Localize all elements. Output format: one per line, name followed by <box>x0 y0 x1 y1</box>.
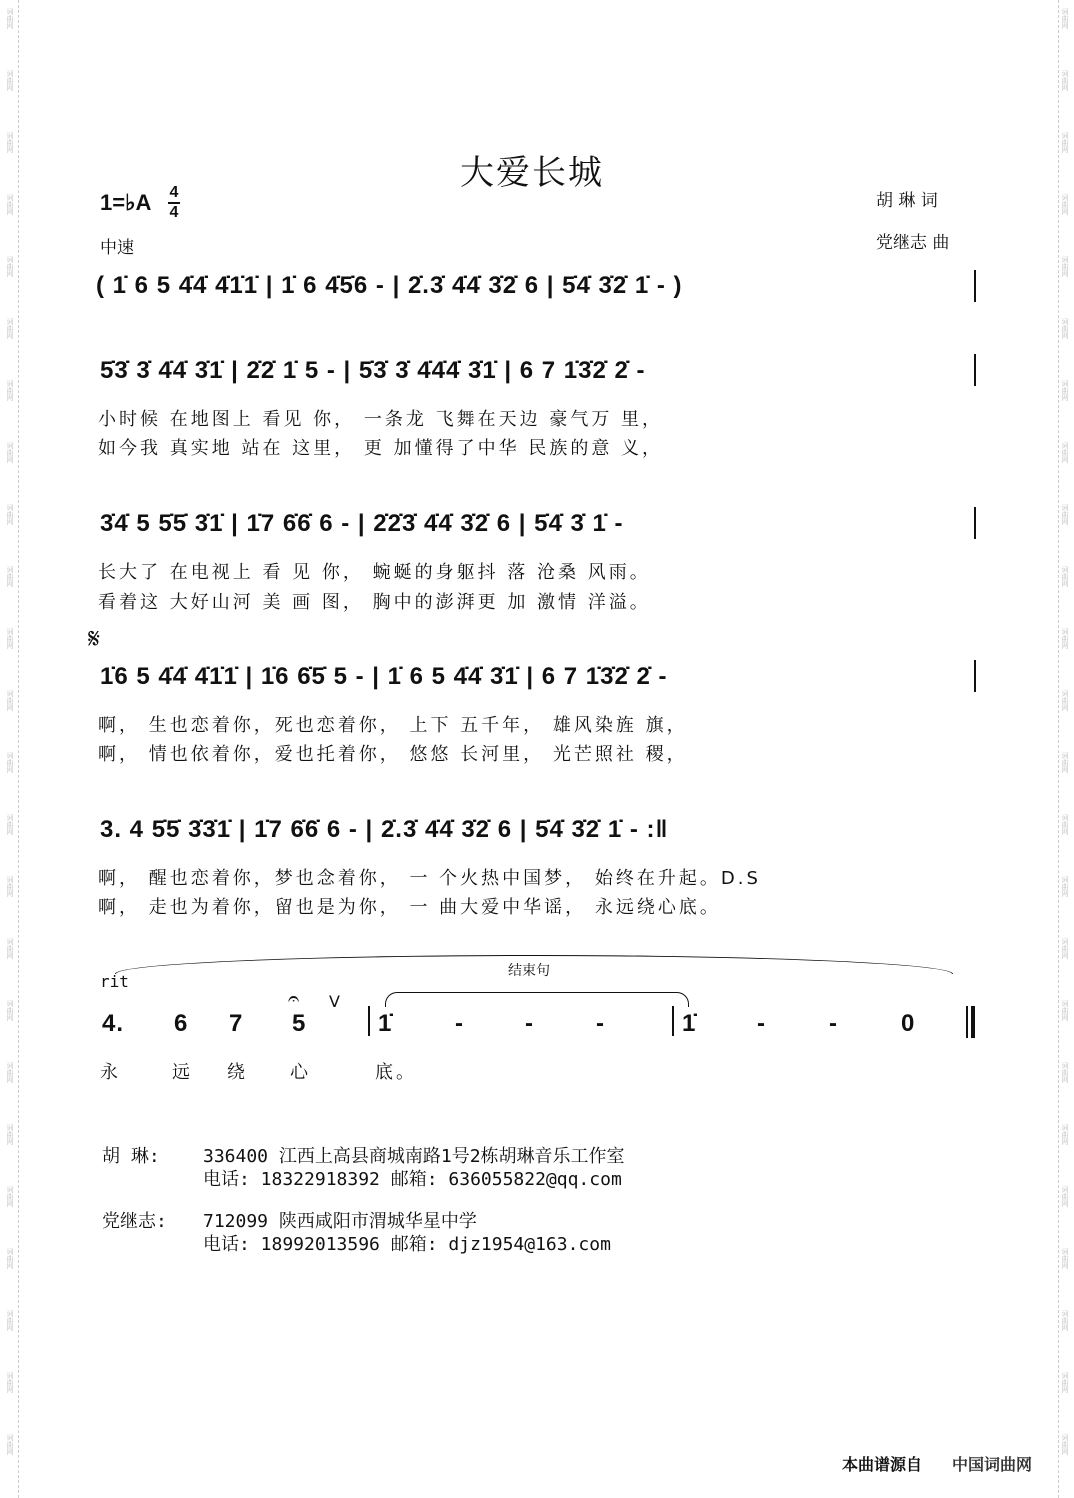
contact-lyricist-address: 336400 江西上高县商城南路1号2栋胡琳音乐工作室 <box>203 1146 625 1167</box>
ending-lyric-3: 绕 <box>227 1062 248 1083</box>
ending-dash-2: - <box>525 1010 534 1037</box>
fermata-icon: 𝄐 <box>288 986 300 1010</box>
edge-watermark: 词曲网 <box>1061 70 1069 91</box>
edge-watermark: 词曲网 <box>6 1310 14 1331</box>
edge-watermark: 词曲网 <box>6 380 14 401</box>
edge-watermark: 词曲网 <box>1061 1062 1069 1083</box>
barline <box>974 354 976 386</box>
barline <box>974 507 976 539</box>
contact-composer-phone-email: 电话: 18992013596 邮箱: djz1954@163.com <box>203 1234 611 1255</box>
time-signature: 4 4 <box>169 184 179 221</box>
key-signature: 1=♭A <box>100 190 152 215</box>
edge-watermark: 词曲网 <box>6 1186 14 1207</box>
ending-bracket <box>385 992 689 1007</box>
lyricist-credit: 胡 琳 词 <box>876 191 938 211</box>
notation-row-2: 5̇3̇ 3̇ 4̇4̇ 3̇1̇ | 2̇2̇ 1̇ 5 - | 5̇3̇ 3̇ 4̇4̇4̇ 3̇1̇ | 6 7 1̇3̇2̇ 2̇ - <box>100 357 646 384</box>
ending-note-6: 1̇ <box>682 1010 697 1037</box>
lyric-row-3-verse-1: 长大了 在电视上 看 见 你， 蜿蜒的身躯抖 落 沧桑 风雨。 <box>98 562 651 583</box>
edge-watermark: 词曲网 <box>6 814 14 835</box>
edge-watermark: 词曲网 <box>1061 504 1069 525</box>
edge-watermark: 词曲网 <box>1061 1310 1069 1331</box>
lyric-row-2-verse-1: 小时候 在地图上 看见 你， 一条龙 飞舞在天边 豪气万 里， <box>98 409 664 430</box>
ending-dash-3: - <box>596 1010 605 1037</box>
ending-lyric-4: 心 <box>290 1062 311 1083</box>
edge-watermark: 词曲网 <box>1061 690 1069 711</box>
rit-marking: rit <box>100 972 129 991</box>
edge-watermark: 词曲网 <box>1061 752 1069 773</box>
song-title: 大爱长城 <box>460 153 604 193</box>
notation-row-1: ( 1̇ 6 5 4̇4̇ 4̇1̇1̇ | 1̇ 6 4̇5̇6 - | 2̇.3̇ 4̇4̇ 3̇2̇ 6 | 5̇4̇ 3̇2̇ 1̇ - ) <box>96 272 683 299</box>
barline <box>672 1006 674 1036</box>
contact-lyricist-name: 胡 琳: <box>102 1146 160 1167</box>
edge-watermark: 词曲网 <box>6 132 14 153</box>
lyric-row-3-verse-2: 看着这 大好山河 美 画 图， 胸中的澎湃更 加 激情 洋溢。 <box>98 592 651 613</box>
lyric-row-4-verse-2: 啊， 情也依着你，爱也托着你， 悠悠 长河里， 光芒照社 稷， <box>98 744 688 765</box>
edge-watermark: 词曲网 <box>6 318 14 339</box>
edge-watermark: 词曲网 <box>1061 194 1069 215</box>
edge-watermark: 词曲网 <box>6 1248 14 1269</box>
edge-watermark: 词曲网 <box>6 938 14 959</box>
edge-watermark: 词曲网 <box>1061 318 1069 339</box>
ending-note-5: 1̇ <box>378 1010 393 1037</box>
edge-watermark: 词曲网 <box>1061 814 1069 835</box>
edge-watermark: 词曲网 <box>6 690 14 711</box>
edge-watermark: 词曲网 <box>6 1124 14 1145</box>
edge-watermark: 词曲网 <box>6 1434 14 1455</box>
lyric-row-2-verse-2: 如今我 真实地 站在 这里， 更 加懂得了中华 民族的意 义， <box>98 438 664 459</box>
edge-watermark: 词曲网 <box>1061 876 1069 897</box>
edge-watermark: 词曲网 <box>1061 1434 1069 1455</box>
final-barline-thin <box>966 1006 968 1038</box>
edge-watermark: 词曲网 <box>6 442 14 463</box>
edge-watermark: 词曲网 <box>1061 938 1069 959</box>
edge-watermark: 词曲网 <box>1061 442 1069 463</box>
barline <box>974 270 976 302</box>
edge-watermark: 词曲网 <box>1061 566 1069 587</box>
footer-source: 本曲谱源自 <box>842 1455 923 1474</box>
edge-watermark: 词曲网 <box>1061 1372 1069 1393</box>
ending-rest: 0 <box>901 1010 916 1037</box>
footer-site-link[interactable]: 中国词曲网 <box>952 1455 1033 1474</box>
edge-watermark: 词曲网 <box>1061 1248 1069 1269</box>
edge-watermark: 词曲网 <box>6 1372 14 1393</box>
final-barline-thick <box>971 1006 975 1038</box>
edge-watermark: 词曲网 <box>1061 1186 1069 1207</box>
ending-lyric-5: 底。 <box>375 1062 417 1083</box>
edge-watermark: 词曲网 <box>6 8 14 29</box>
edge-watermark: 词曲网 <box>6 1000 14 1021</box>
edge-watermark: 词曲网 <box>6 70 14 91</box>
composer-credit: 党继志 曲 <box>876 233 950 253</box>
edge-watermark: 词曲网 <box>6 504 14 525</box>
notation-row-5: 3. 4 5̇5̇ 3̇3̇1̇ | 1̇7 6̇6̇ 6 - | 2̇.3̇ 4̇4̇ 3̇2̇ 6 | 5̇4̇ 3̇2̇ 1̇ - :‖ <box>100 816 669 843</box>
breath-mark: V <box>329 992 340 1011</box>
contact-composer-address: 712099 陕西咸阳市渭城华星中学 <box>203 1211 477 1232</box>
contact-lyricist-phone-email: 电话: 18322918392 邮箱: 636055822@qq.com <box>203 1169 622 1190</box>
right-watermark-strip <box>1058 0 1073 1498</box>
edge-watermark: 词曲网 <box>6 194 14 215</box>
segno-sign: 𝄋 <box>88 622 101 655</box>
tempo-marking: 中速 <box>100 238 134 258</box>
edge-watermark: 词曲网 <box>1061 132 1069 153</box>
lyric-row-5-verse-2: 啊， 走也为着你，留也是为你， 一 曲大爱中华谣， 永远绕心底。 <box>98 897 721 918</box>
edge-watermark: 词曲网 <box>6 628 14 649</box>
ending-dash-4: - <box>757 1010 766 1037</box>
left-watermark-strip <box>4 0 19 1498</box>
edge-watermark: 词曲网 <box>1061 1000 1069 1021</box>
ending-note-1: 4. <box>102 1010 125 1037</box>
contact-composer-name: 党继志: <box>102 1211 167 1232</box>
ending-lyric-2: 远 <box>172 1062 193 1083</box>
ending-note-4: 5 <box>292 1010 307 1037</box>
notation-row-3: 3̇4̇ 5 5̇5̇ 3̇1̇ | 1̇7 6̇6̇ 6 - | 2̇2̇3̇ 4̇4̇ 3̇2̇ 6 | 5̇4̇ 3̇ 1̇ - <box>100 510 624 537</box>
edge-watermark: 词曲网 <box>1061 380 1069 401</box>
ending-label: 结束句 <box>508 963 550 979</box>
ending-lyric-1: 永 <box>100 1062 121 1083</box>
barline <box>974 660 976 692</box>
edge-watermark: 词曲网 <box>6 752 14 773</box>
ending-dash-1: - <box>455 1010 464 1037</box>
barline <box>368 1006 370 1036</box>
edge-watermark: 词曲网 <box>6 1062 14 1083</box>
edge-watermark: 词曲网 <box>1061 8 1069 29</box>
edge-watermark: 词曲网 <box>6 256 14 277</box>
edge-watermark: 词曲网 <box>1061 628 1069 649</box>
edge-watermark: 词曲网 <box>1061 1124 1069 1145</box>
notation-row-4: 1̇6 5 4̇4̇ 4̇1̇1̇ | 1̇6 6̇5̇ 5 - | 1̇ 6 5 4̇4̇ 3̇1̇ | 6 7 1̇3̇2̇ 2̇ - <box>100 663 668 690</box>
edge-watermark: 词曲网 <box>6 876 14 897</box>
edge-watermark: 词曲网 <box>1061 256 1069 277</box>
lyric-row-4-verse-1: 啊， 生也恋着你，死也恋着你， 上下 五千年， 雄风染旌 旗， <box>98 715 688 736</box>
ending-note-2: 6 <box>174 1010 189 1037</box>
ending-note-3: 7 <box>229 1010 244 1037</box>
ending-dash-5: - <box>829 1010 838 1037</box>
edge-watermark: 词曲网 <box>6 566 14 587</box>
lyric-row-5-verse-1: 啊， 醒也恋着你，梦也念着你， 一 个火热中国梦， 始终在升起。D.S <box>98 868 761 889</box>
